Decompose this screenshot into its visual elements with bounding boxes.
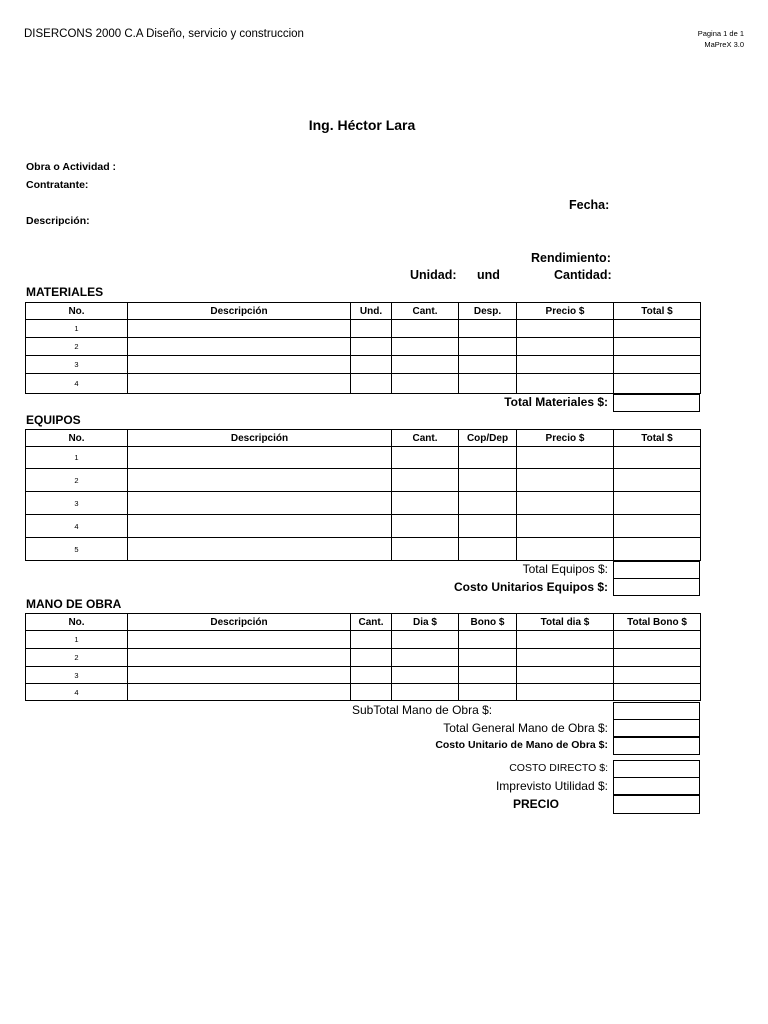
cell-desp[interactable] — [459, 356, 517, 374]
table-row — [26, 515, 701, 538]
cell-bono[interactable] — [459, 649, 517, 667]
row-number: 5 — [26, 538, 128, 561]
row-number: 1 — [26, 320, 128, 338]
cell-descripcion[interactable] — [128, 667, 351, 684]
row-number: 2 — [26, 469, 128, 492]
app-version: MaPreX 3.0 — [704, 40, 744, 49]
subtotal-mano-obra-label: SubTotal Mano de Obra $: — [352, 703, 493, 717]
row-number: 2 — [26, 338, 128, 356]
cell-dia[interactable] — [392, 649, 459, 667]
col-cant: Cant. — [392, 303, 459, 320]
row-number: 1 — [26, 631, 128, 649]
costo-unitario-equipos-box[interactable] — [613, 578, 700, 596]
col-no: No. — [26, 430, 128, 447]
cell-total-bono[interactable] — [614, 631, 701, 649]
cell-cant[interactable] — [351, 631, 392, 649]
cell-precio[interactable] — [517, 338, 614, 356]
table-row — [26, 356, 701, 374]
col-dia: Dia $ — [392, 614, 459, 631]
col-no: No. — [26, 303, 128, 320]
obra-label: Obra o Actividad : — [26, 161, 117, 173]
cell-cant[interactable] — [392, 374, 459, 394]
cell-total[interactable] — [614, 447, 701, 469]
cell-cop-dep[interactable] — [459, 492, 517, 515]
total-general-mano-obra-label: Total General Mano de Obra $: — [443, 721, 608, 735]
cell-total[interactable] — [614, 356, 701, 374]
table-header-row — [26, 430, 701, 447]
costo-unitario-mano-obra-box[interactable] — [613, 737, 700, 755]
contratante-label: Contratante: — [26, 179, 89, 191]
equipos-table — [25, 429, 701, 561]
cell-precio[interactable] — [517, 515, 614, 538]
costo-unitario-equipos-label: Costo Unitarios Equipos $: — [453, 580, 608, 594]
col-no: No. — [26, 614, 128, 631]
cell-desp[interactable] — [459, 338, 517, 356]
costo-unitario-mano-obra-label: Costo Unitario de Mano de Obra $: — [435, 739, 608, 751]
cell-total[interactable] — [614, 538, 701, 561]
col-descripcion: Descripción — [128, 303, 351, 320]
page-number: Pagina 1 de 1 — [697, 29, 744, 38]
row-number: 3 — [26, 492, 128, 515]
cell-precio[interactable] — [517, 469, 614, 492]
total-general-mano-obra-box[interactable] — [613, 719, 700, 737]
table-row — [26, 338, 701, 356]
total-equipos-label: Total Equipos $: — [522, 562, 608, 576]
cell-total[interactable] — [614, 338, 701, 356]
total-equipos-box[interactable] — [613, 561, 700, 579]
table-row — [26, 667, 701, 684]
cell-cop-dep[interactable] — [459, 515, 517, 538]
cell-und[interactable] — [351, 338, 392, 356]
page-info — [698, 28, 744, 50]
imprevisto-utilidad-box[interactable] — [613, 777, 700, 795]
cell-descripcion[interactable] — [128, 356, 351, 374]
cell-total-dia[interactable] — [517, 684, 614, 701]
cell-precio[interactable] — [517, 374, 614, 394]
col-bono: Bono $ — [459, 614, 517, 631]
table-header-row — [26, 303, 701, 320]
cell-total[interactable] — [614, 469, 701, 492]
col-und: Und. — [351, 303, 392, 320]
company-name: DISERCONS 2000 C.A Diseño, servicio y construccion — [24, 28, 304, 40]
cell-bono[interactable] — [459, 631, 517, 649]
cell-total[interactable] — [614, 320, 701, 338]
cell-cant[interactable] — [392, 469, 459, 492]
cell-cant[interactable] — [351, 684, 392, 701]
materiales-table — [25, 302, 701, 394]
table-row — [26, 374, 701, 394]
cell-cop-dep[interactable] — [459, 469, 517, 492]
col-total: Total $ — [614, 430, 701, 447]
table-row — [26, 469, 701, 492]
cell-total-bono[interactable] — [614, 667, 701, 684]
cell-descripcion[interactable] — [128, 492, 392, 515]
col-total-bono: Total Bono $ — [614, 614, 701, 631]
cell-und[interactable] — [351, 374, 392, 394]
precio-box[interactable] — [613, 795, 700, 814]
cell-descripcion[interactable] — [128, 469, 392, 492]
cell-precio[interactable] — [517, 356, 614, 374]
total-materiales-box[interactable] — [613, 394, 700, 412]
col-desp: Desp. — [459, 303, 517, 320]
row-number: 4 — [26, 515, 128, 538]
cell-cop-dep[interactable] — [459, 447, 517, 469]
cell-descripcion[interactable] — [128, 538, 392, 561]
imprevisto-utilidad-label: Imprevisto Utilidad $: — [495, 779, 608, 793]
table-row — [26, 649, 701, 667]
equipos-title: EQUIPOS — [26, 413, 81, 427]
col-cop-dep: Cop/Dep — [459, 430, 517, 447]
table-header-row — [26, 614, 701, 631]
cell-total-bono[interactable] — [614, 649, 701, 667]
cell-dia[interactable] — [392, 631, 459, 649]
row-number: 3 — [26, 356, 128, 374]
col-total: Total $ — [614, 303, 701, 320]
cell-total[interactable] — [614, 515, 701, 538]
costo-directo-box[interactable] — [613, 760, 700, 778]
cell-precio[interactable] — [517, 538, 614, 561]
cell-cop-dep[interactable] — [459, 538, 517, 561]
cell-precio[interactable] — [517, 320, 614, 338]
cell-total[interactable] — [614, 374, 701, 394]
col-cant: Cant. — [392, 430, 459, 447]
fecha-label: Fecha: — [569, 198, 610, 212]
cell-bono[interactable] — [459, 684, 517, 701]
mano-obra-title: MANO DE OBRA — [26, 597, 122, 611]
cell-dia[interactable] — [392, 667, 459, 684]
materiales-title: MATERIALES — [26, 285, 104, 299]
cell-total-dia[interactable] — [517, 667, 614, 684]
unidad-label: Unidad: — [410, 268, 457, 282]
cell-cant[interactable] — [392, 447, 459, 469]
cell-cant[interactable] — [392, 356, 459, 374]
table-row — [26, 447, 701, 469]
cell-descripcion[interactable] — [128, 374, 351, 394]
unidad-value: und — [477, 268, 500, 282]
cell-cant[interactable] — [392, 515, 459, 538]
cell-descripcion[interactable] — [128, 338, 351, 356]
cell-dia[interactable] — [392, 684, 459, 701]
col-precio: Precio $ — [517, 430, 614, 447]
document-title: Ing. Héctor Lara — [308, 117, 416, 133]
row-number: 3 — [26, 667, 128, 684]
cell-desp[interactable] — [459, 320, 517, 338]
col-descripcion: Descripción — [128, 430, 392, 447]
costo-directo-label: COSTO DIRECTO $: — [509, 762, 608, 774]
cell-descripcion[interactable] — [128, 515, 392, 538]
rendimiento-label: Rendimiento: — [531, 251, 611, 265]
cell-descripcion[interactable] — [128, 447, 392, 469]
cell-cant[interactable] — [392, 338, 459, 356]
row-number: 2 — [26, 649, 128, 667]
cell-descripcion[interactable] — [128, 631, 351, 649]
cell-descripcion[interactable] — [128, 684, 351, 701]
mano-obra-table — [25, 613, 701, 701]
total-materiales-label: Total Materiales $: — [504, 395, 608, 409]
col-descripcion: Descripción — [128, 614, 351, 631]
cell-cant[interactable] — [392, 320, 459, 338]
table-row — [26, 684, 701, 701]
table-row — [26, 538, 701, 561]
descripcion-label: Descripción: — [26, 215, 90, 227]
cell-cant[interactable] — [392, 492, 459, 515]
cell-cant[interactable] — [351, 649, 392, 667]
cell-und[interactable] — [351, 356, 392, 374]
cell-descripcion[interactable] — [128, 320, 351, 338]
cantidad-label: Cantidad: — [554, 268, 612, 282]
precio-label: PRECIO — [513, 797, 560, 811]
col-precio: Precio $ — [517, 303, 614, 320]
cell-cant[interactable] — [392, 538, 459, 561]
cell-total-dia[interactable] — [517, 649, 614, 667]
cell-total-dia[interactable] — [517, 631, 614, 649]
cell-precio[interactable] — [517, 447, 614, 469]
cell-descripcion[interactable] — [128, 649, 351, 667]
cell-cant[interactable] — [351, 667, 392, 684]
table-row — [26, 492, 701, 515]
table-row — [26, 320, 701, 338]
table-row — [26, 631, 701, 649]
cell-total[interactable] — [614, 492, 701, 515]
row-number: 1 — [26, 447, 128, 469]
cell-total-bono[interactable] — [614, 684, 701, 701]
cell-bono[interactable] — [459, 667, 517, 684]
cell-desp[interactable] — [459, 374, 517, 394]
cell-und[interactable] — [351, 320, 392, 338]
row-number: 4 — [26, 374, 128, 394]
cell-precio[interactable] — [517, 492, 614, 515]
col-cant: Cant. — [351, 614, 392, 631]
subtotal-mano-obra-box[interactable] — [613, 702, 700, 720]
row-number: 4 — [26, 684, 128, 701]
col-total-dia: Total dia $ — [517, 614, 614, 631]
